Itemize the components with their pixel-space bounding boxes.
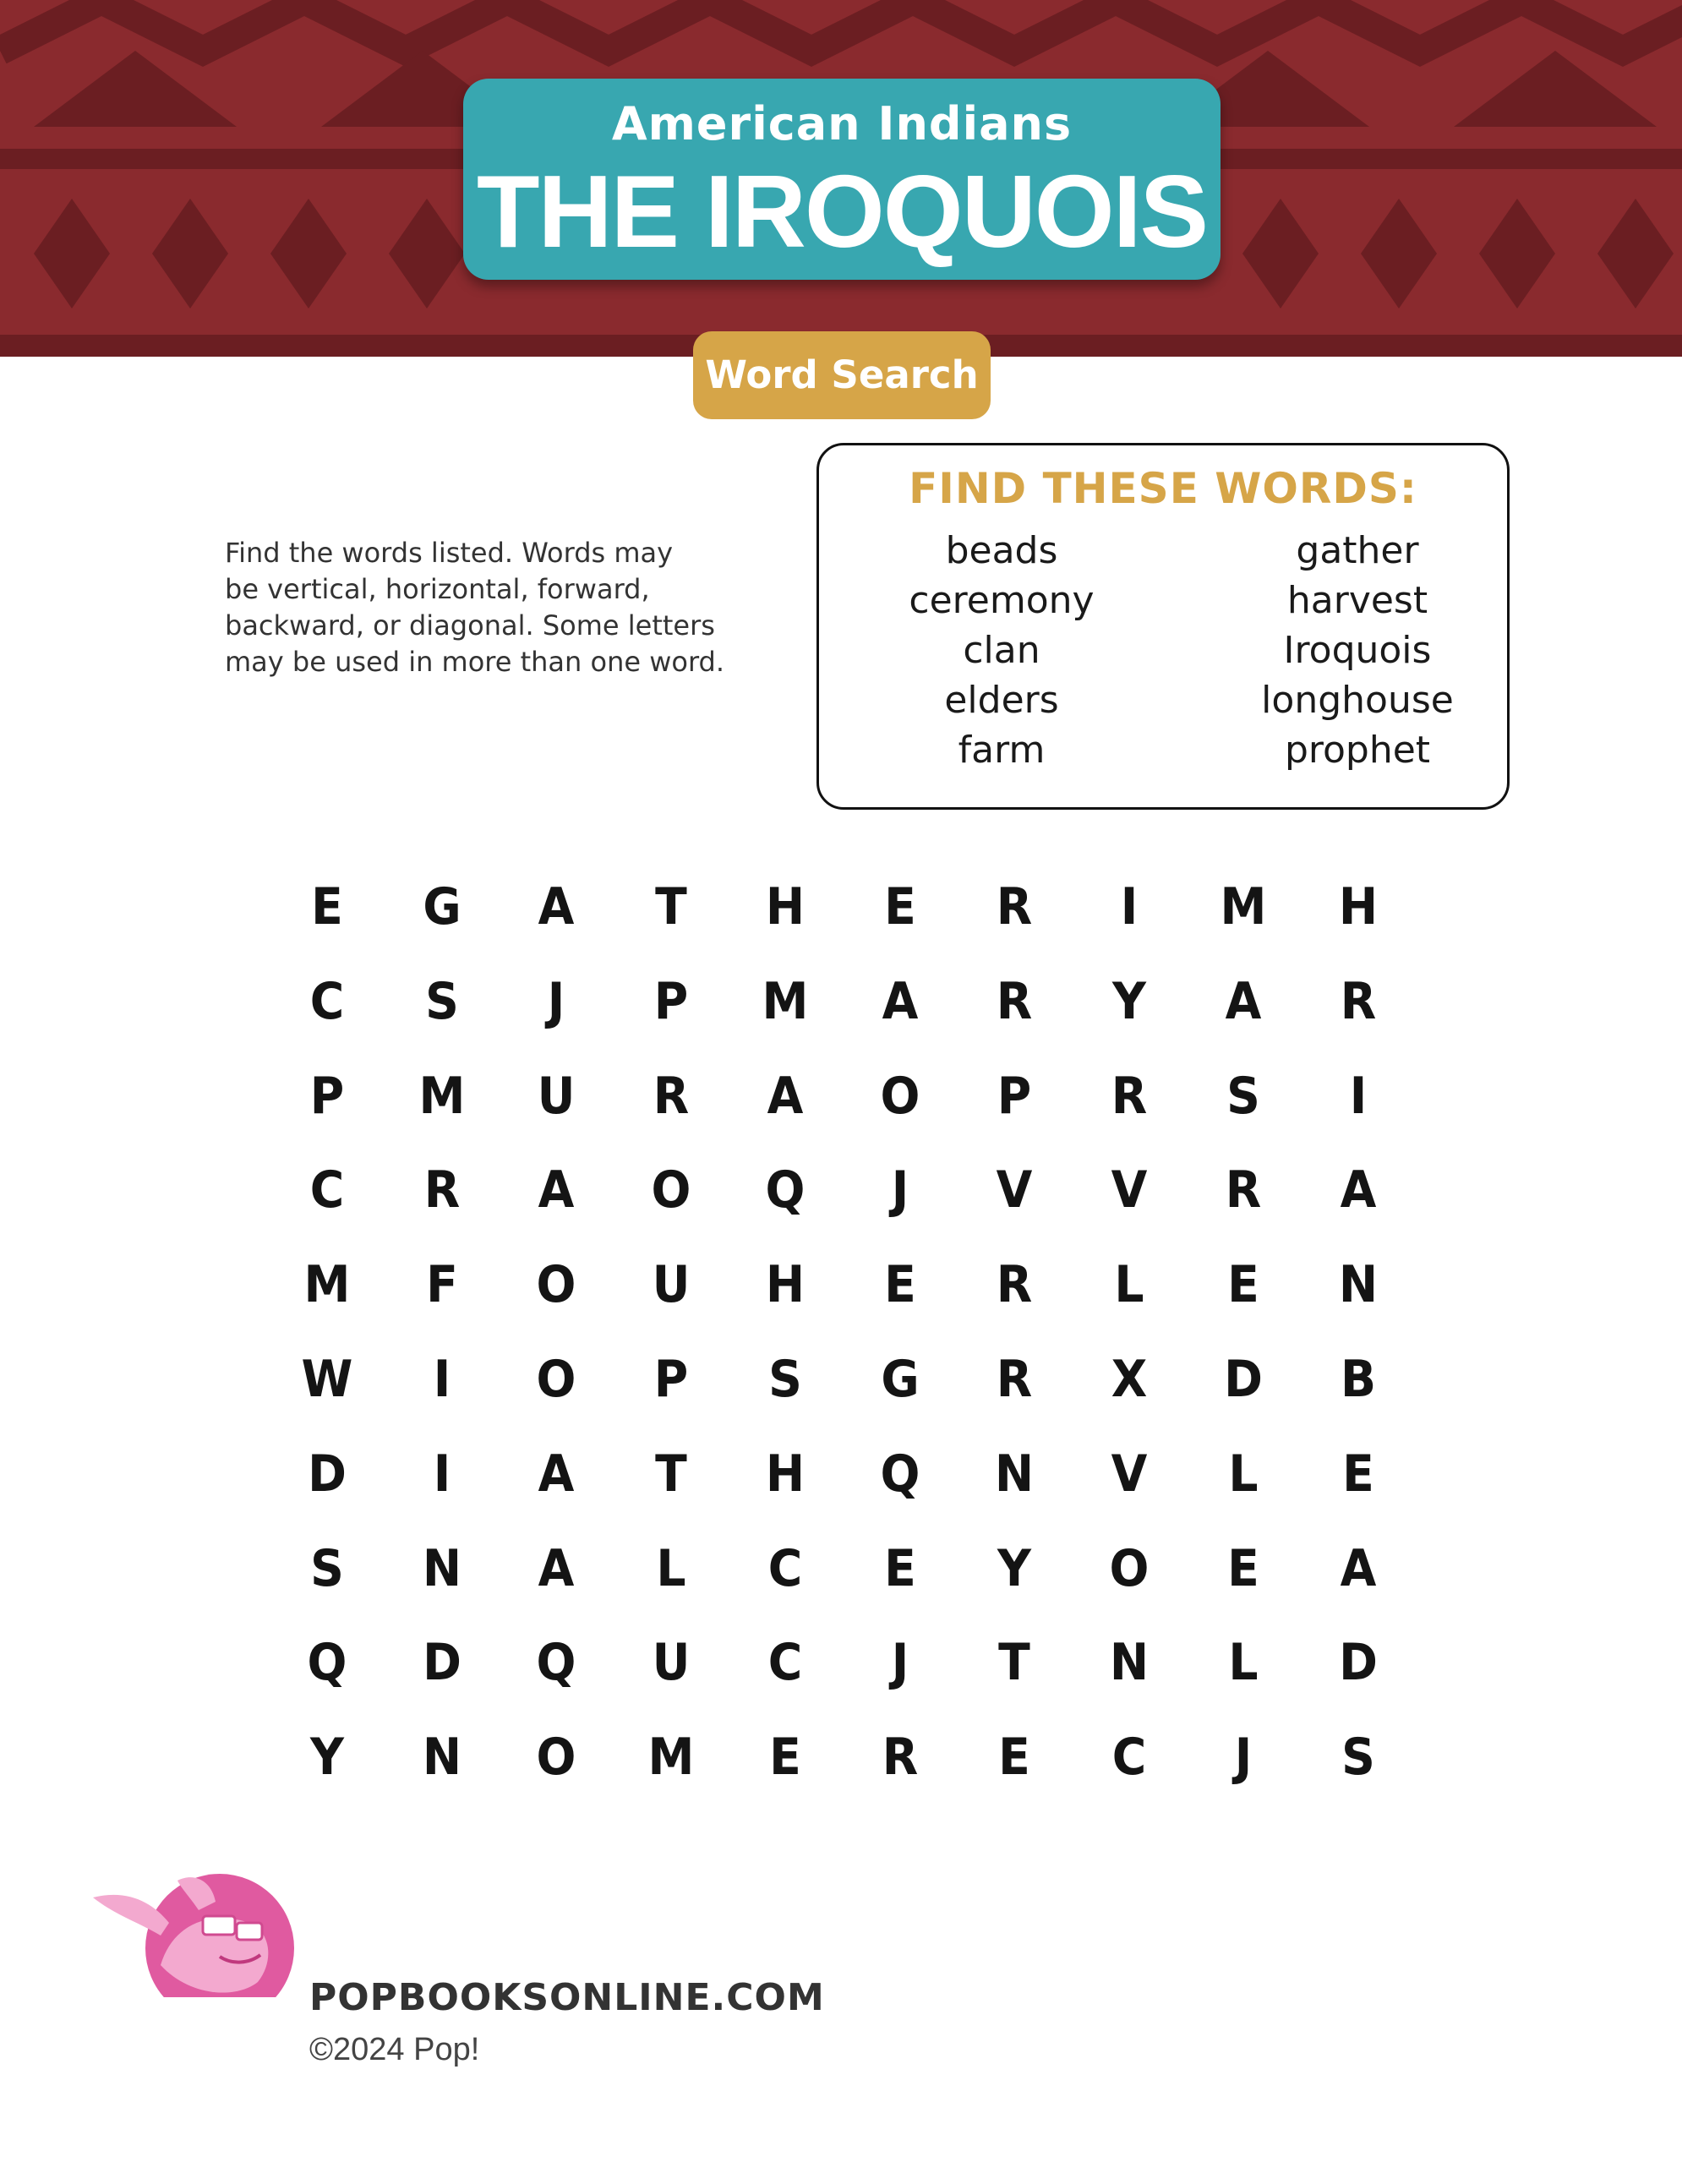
grid-letter[interactable]: T [998, 1633, 1030, 1693]
grid-letter[interactable]: N [422, 1728, 461, 1788]
grid-letter[interactable]: S [768, 1350, 802, 1409]
grid-letter[interactable]: J [547, 971, 565, 1031]
grid-letter[interactable]: O [880, 1066, 920, 1126]
grid-letter[interactable]: R [996, 971, 1033, 1031]
word-item: gather [1296, 529, 1419, 572]
grid-letter[interactable]: O [1109, 1538, 1149, 1598]
grid-letter[interactable]: A [767, 1066, 804, 1126]
word-item: harvest [1286, 579, 1428, 622]
grid-letter[interactable]: M [762, 971, 809, 1031]
word-item: ceremony [909, 579, 1095, 622]
grid-letter[interactable]: D [308, 1444, 347, 1504]
grid-letter[interactable]: Y [310, 1728, 344, 1788]
site-url[interactable]: POPBOOKSONLINE.COM [309, 1976, 825, 2019]
grid-letter[interactable]: L [1228, 1444, 1259, 1504]
grid-letter[interactable]: Q [765, 1160, 806, 1220]
grid-letter[interactable]: Y [997, 1538, 1031, 1598]
grid-letter[interactable]: F [425, 1255, 458, 1315]
page-title: THE IROQUOIS [477, 154, 1207, 269]
grid-letter[interactable]: V [1111, 1444, 1147, 1504]
grid-letter[interactable]: U [537, 1066, 576, 1126]
grid-letter[interactable]: P [309, 1066, 345, 1126]
grid-letter[interactable]: E [883, 1255, 916, 1315]
grid-letter[interactable]: A [538, 1160, 575, 1220]
grid-letter[interactable]: G [880, 1350, 920, 1409]
grid-letter[interactable]: J [891, 1160, 909, 1220]
grid-letter[interactable]: R [653, 1066, 689, 1126]
word-item: prophet [1284, 729, 1431, 772]
grid-letter[interactable]: C [767, 1633, 803, 1693]
grid-letter[interactable]: C [309, 1160, 345, 1220]
word-item: clan [963, 629, 1040, 672]
grid-letter[interactable]: G [422, 877, 461, 936]
copyright: ©2024 Pop! [309, 2032, 480, 2067]
grid-letter[interactable]: A [538, 1538, 575, 1598]
word-item: Iroquois [1283, 629, 1432, 672]
grid-letter[interactable]: I [1349, 1066, 1367, 1126]
grid-letter[interactable]: N [422, 1538, 461, 1598]
grid-letter[interactable]: A [1340, 1538, 1376, 1598]
grid-letter[interactable]: R [423, 1160, 460, 1220]
grid-letter[interactable]: P [653, 971, 688, 1031]
grid-letter[interactable]: I [1120, 877, 1138, 936]
grid-letter[interactable]: M [647, 1728, 694, 1788]
grid-letter[interactable]: Q [536, 1633, 576, 1693]
grid-letter[interactable]: R [1340, 971, 1376, 1031]
grid-letter[interactable]: Q [307, 1633, 347, 1693]
grid-letter[interactable]: H [1338, 877, 1378, 936]
grid-letter[interactable]: U [652, 1633, 690, 1693]
grid-letter[interactable]: S [1226, 1066, 1260, 1126]
grid-letter[interactable]: W [301, 1350, 353, 1409]
instructions [225, 535, 749, 680]
grid-letter[interactable]: E [1227, 1255, 1259, 1315]
grid-letter[interactable]: Y [1111, 971, 1146, 1031]
instruction-line: Find the words listed. Words may [225, 537, 674, 569]
grid-letter[interactable]: D [1224, 1350, 1263, 1409]
grid-letter[interactable]: T [654, 877, 687, 936]
grid-letter[interactable]: P [653, 1350, 688, 1409]
grid-letter[interactable]: S [424, 971, 459, 1031]
instruction-line: be vertical, horizontal, forward, [225, 573, 650, 605]
grid-letter[interactable]: V [1111, 1160, 1147, 1220]
grid-letter[interactable]: L [1113, 1255, 1144, 1315]
grid-letter[interactable]: E [883, 1538, 916, 1598]
grid-letter[interactable]: Q [880, 1444, 920, 1504]
grid-letter[interactable]: I [433, 1350, 451, 1409]
word-list-box [816, 443, 1510, 810]
grid-letter[interactable]: S [1341, 1728, 1375, 1788]
subtitle: American Indians [611, 97, 1073, 150]
grid-letter[interactable]: O [536, 1728, 576, 1788]
grid-letter[interactable]: A [538, 1444, 575, 1504]
grid-letter[interactable]: C [309, 971, 345, 1031]
grid-letter[interactable]: X [1111, 1350, 1147, 1409]
grid-letter[interactable]: C [1111, 1728, 1146, 1788]
grid-letter[interactable]: R [996, 1255, 1033, 1315]
word-list-heading: FIND THESE WORDS: [909, 464, 1417, 513]
grid-letter[interactable]: P [997, 1066, 1032, 1126]
grid-letter[interactable]: J [891, 1633, 909, 1693]
grid-letter[interactable]: L [655, 1538, 686, 1598]
grid-letter[interactable]: T [654, 1444, 687, 1504]
grid-letter[interactable]: A [882, 971, 918, 1031]
grid-letter[interactable]: E [1341, 1444, 1374, 1504]
grid-letter[interactable]: R [1111, 1066, 1147, 1126]
grid-letter[interactable]: R [996, 1350, 1033, 1409]
grid-letter[interactable]: O [536, 1350, 576, 1409]
title-banner [463, 79, 1221, 280]
grid-letter[interactable]: A [1225, 971, 1262, 1031]
grid-letter[interactable]: M [418, 1066, 465, 1126]
grid-letter[interactable]: O [651, 1160, 691, 1220]
grid-letter[interactable]: C [767, 1538, 803, 1598]
grid-letter[interactable]: U [652, 1255, 690, 1315]
instruction-line: may be used in more than one word. [225, 646, 725, 678]
grid-letter[interactable]: E [998, 1728, 1030, 1788]
grid-letter[interactable]: B [1340, 1350, 1376, 1409]
grid-letter[interactable]: R [882, 1728, 918, 1788]
grid-letter[interactable]: R [1225, 1160, 1262, 1220]
grid-letter[interactable]: A [1340, 1160, 1376, 1220]
grid-letter[interactable]: M [303, 1255, 351, 1315]
grid-letter[interactable]: E [1227, 1538, 1259, 1598]
grid-letter[interactable]: D [422, 1633, 461, 1693]
kangaroo-mascot-icon [93, 1864, 314, 1997]
grid-letter[interactable]: I [433, 1444, 451, 1504]
instruction-line: backward, or diagonal. Some letters [225, 609, 715, 642]
grid-letter[interactable]: O [536, 1255, 576, 1315]
grid-letter[interactable]: H [765, 1255, 806, 1315]
activity-tag: Word Search [693, 331, 991, 419]
word-item: longhouse [1261, 679, 1454, 722]
grid-letter[interactable]: N [1338, 1255, 1378, 1315]
grid-letter[interactable]: E [769, 1728, 801, 1788]
grid-letter[interactable]: V [996, 1160, 1033, 1220]
grid-letter[interactable]: J [1234, 1728, 1253, 1788]
grid-letter[interactable]: H [765, 877, 806, 936]
word-item: beads [945, 529, 1058, 572]
word-item: elders [944, 679, 1059, 722]
grid-letter[interactable]: A [538, 877, 575, 936]
grid-letter[interactable]: E [883, 877, 916, 936]
grid-letter[interactable]: D [1338, 1633, 1378, 1693]
word-item: farm [958, 729, 1046, 772]
word-list-right [1205, 526, 1510, 775]
word-list-left [849, 526, 1154, 775]
grid-letter[interactable]: R [996, 877, 1033, 936]
grid-letter[interactable]: N [1109, 1633, 1149, 1693]
grid-letter[interactable]: N [994, 1444, 1035, 1504]
grid-letter[interactable]: M [1220, 877, 1267, 936]
grid-letter[interactable]: E [311, 877, 343, 936]
grid-letter[interactable]: H [765, 1444, 806, 1504]
grid-letter[interactable]: S [310, 1538, 344, 1598]
grid-letter[interactable]: L [1228, 1633, 1259, 1693]
